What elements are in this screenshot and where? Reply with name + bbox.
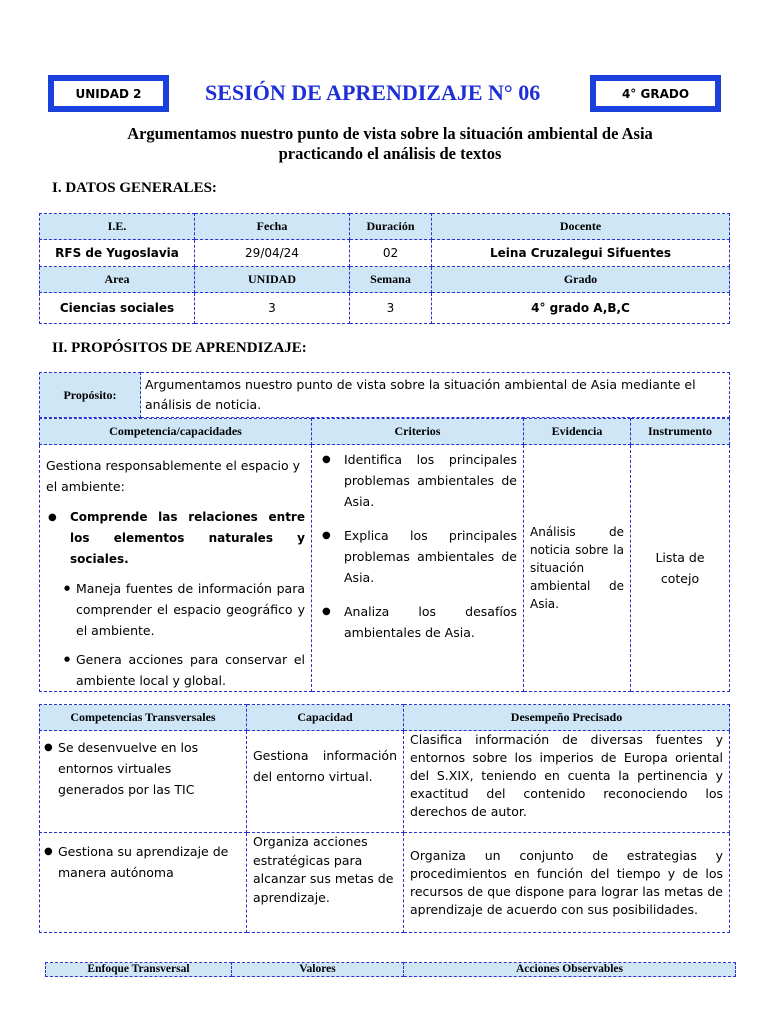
transversal-row2-capacidad	[247, 833, 404, 933]
criterios-cell	[312, 445, 524, 692]
criterio-item: ● Explica los principales problemas ambientales de Asia.	[320, 525, 517, 588]
value-duracion: 02	[350, 240, 432, 267]
transversal-competencia: ● Se desenvuelve en los entornos virtuales generados por las TIC	[42, 737, 240, 800]
header-instrumento: Instrumento	[631, 419, 730, 445]
transversal-desempeno: Clasifica información de diversas fuentes y entornos sobre los imperios de Europa oriental del S.XIX, teniendo en cuenta la pertinencia y exactitud del contenido reconociendo los derechos de autor.	[410, 732, 723, 819]
transversal-capacidad: Gestiona información del entorno virtual.	[253, 748, 397, 784]
proposito-label: Propósito:	[40, 373, 141, 418]
capacidad-item: ● Genera acciones para conservar el ambiente local y global.	[64, 649, 305, 691]
enfoque-table	[45, 962, 736, 977]
value-fecha: 29/04/24	[195, 240, 350, 267]
section-propositos: II. PROPÓSITOS DE APRENDIZAJE:	[52, 340, 307, 356]
criterio-item: ● Analiza los desafíos ambientales de Asia.	[320, 601, 517, 643]
transversal-row2-competencia	[40, 833, 247, 933]
header-desempeno: Desempeño Precisado	[404, 705, 730, 731]
header-valores: Valores	[232, 963, 404, 977]
value-unidad: 3	[195, 293, 350, 324]
datos-generales-table	[39, 213, 730, 324]
header-acciones: Acciones Observables	[404, 963, 736, 977]
header-docente: Docente	[432, 214, 730, 240]
grade-label: 4° GRADO	[595, 80, 716, 107]
header-duracion: Duración	[350, 214, 432, 240]
value-ie: RFS de Yugoslavia	[40, 240, 195, 267]
header-competencia: Competencia/capacidades	[40, 419, 312, 445]
header-unidad: UNIDAD	[195, 267, 350, 293]
transversal-row1-capacidad	[247, 731, 404, 833]
transversal-competencia: ● Gestiona su aprendizaje de manera autónoma	[42, 841, 240, 883]
competencia-intro: Gestiona responsablemente el espacio y el ambiente:	[46, 458, 300, 494]
capacidad-main: ● Comprende las relaciones entre los elementos naturales y sociales.	[46, 507, 305, 570]
competencia-cell	[40, 445, 312, 692]
grade-badge	[590, 75, 721, 112]
capacidad-item: ● Maneja fuentes de información para comprender el espacio geográfico y el ambiente.	[64, 578, 305, 641]
value-area: Ciencias sociales	[40, 293, 195, 324]
evidencia-text: Análisis de noticia sobre la situación ambiental de Asia.	[530, 525, 624, 611]
transversal-row1-desempeno	[404, 731, 730, 833]
header-area: Area	[40, 267, 195, 293]
session-title: SESIÓN DE APRENDIZAJE N° 06	[205, 80, 541, 105]
criterio-item: ● Identifica los principales problemas ambientales de Asia.	[320, 449, 517, 512]
header-evidencia: Evidencia	[524, 419, 631, 445]
transversal-desempeno: Organiza un conjunto de estrategias y procedimientos en función del tiempo y de los recursos de que dispone para lograr las metas de aprendizaje de acuerdo con sus posibilidades.	[410, 848, 723, 917]
header-ie: I.E.	[40, 214, 195, 240]
section-datos-generales: I. DATOS GENERALES:	[52, 180, 217, 196]
unit-badge	[48, 75, 169, 112]
value-semana: 3	[350, 293, 432, 324]
header-competencias-transversales: Competencias Transversales	[40, 705, 247, 731]
instrumento-cell	[631, 445, 730, 692]
value-grado: 4° grado A,B,C	[432, 293, 730, 324]
transversal-row1-competencia	[40, 731, 247, 833]
header-grado: Grado	[432, 267, 730, 293]
competencia-table	[39, 418, 730, 692]
value-docente: Leina Cruzalegui Sifuentes	[432, 240, 730, 267]
header-semana: Semana	[350, 267, 432, 293]
transversal-capacidad: Organiza acciones estratégicas para alcanzar sus metas de aprendizaje.	[253, 834, 394, 905]
header-enfoque: Enfoque Transversal	[46, 963, 232, 977]
transversal-row2-desempeno	[404, 833, 730, 933]
session-subtitle: Argumentamos nuestro punto de vista sobre la situación ambiental de Asia practicando el análisis de textos	[127, 124, 653, 163]
unit-label: UNIDAD 2	[53, 80, 164, 107]
header-capacidad: Capacidad	[247, 705, 404, 731]
header-criterios: Criterios	[312, 419, 524, 445]
instrumento-text: Lista de cotejo	[655, 550, 705, 586]
proposito-text: Argumentamos nuestro punto de vista sobre la situación ambiental de Asia mediante el análisis de noticia.	[141, 373, 730, 418]
header-fecha: Fecha	[195, 214, 350, 240]
proposito-table	[39, 372, 730, 418]
transversal-table	[39, 704, 730, 933]
evidencia-cell	[524, 445, 631, 692]
